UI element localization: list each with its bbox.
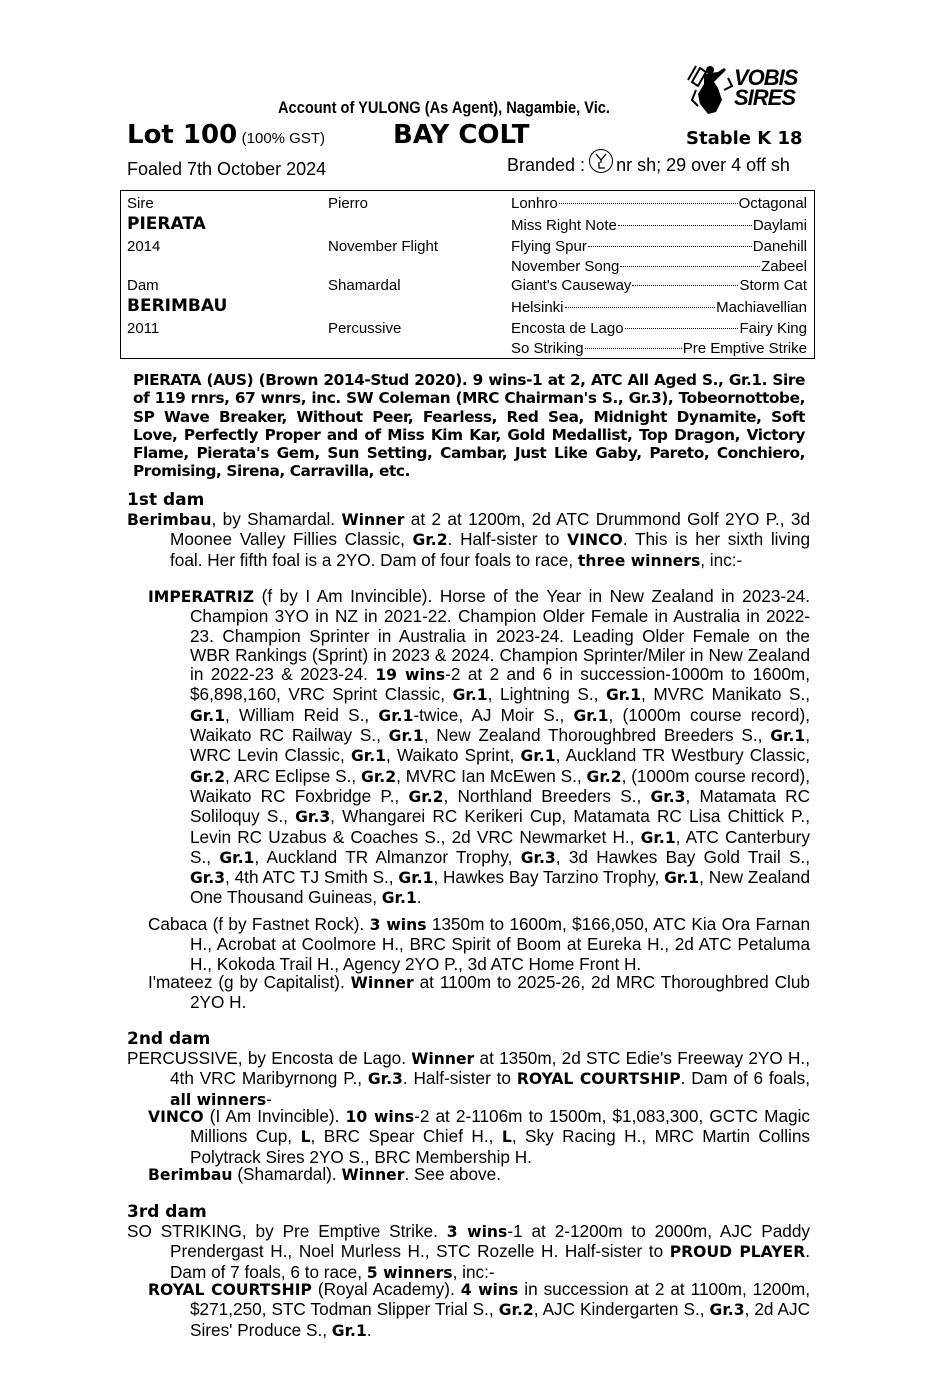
progeny-entry: Cabaca (f by Fastnet Rock). 3 wins 1350m to 1600m, $166,050, ATC Kia Ora Farnan H., Acrobat at Coolmore H., BRC Spirit of Boom at Eureka H., 2d ATC Petaluma H., Kokoda Trail H., Agency 2YO P., 3d ATC Home Front H. bbox=[148, 914, 811, 974]
pedigree-table bbox=[120, 190, 815, 359]
ancestor-sire: Danehill bbox=[752, 238, 807, 255]
section-heading-1st-dam: 1st dam bbox=[127, 490, 205, 510]
ancestor-sire: Octagonal bbox=[738, 195, 807, 212]
ancestor: Giant's Causeway bbox=[511, 277, 632, 294]
ancestor: Miss Right Note bbox=[511, 217, 617, 234]
dam-name: BERIMBAU bbox=[127, 296, 228, 316]
ped-gen3-row bbox=[511, 258, 807, 275]
gst-note: (100% GST) bbox=[241, 130, 325, 147]
dam-year: 2011 bbox=[127, 320, 160, 337]
sire-year: 2014 bbox=[127, 238, 161, 255]
sire-summary: PIERATA (AUS) (Brown 2014-Stud 2020). 9 wins-1 at 2, ATC All Aged S., Gr.1. Sire of 119 rnrs, 67 wnrs, inc. SW Coleman (MRC Chairman's S., Gr.3), Tobeornottobe, SP Wave Breaker, Without Peer, Fearless, Red Sea, Midnight Dynamite, Soft Love, Perfectly Proper and of Miss Kim Kar, Gold Medallist, Top Dragon, Victory Flame, Pierata's Gem, Sun Setting, Cambar, Just Like Gaby, Pareto, Conchiero, Promising, Sirena, Carravilla, etc. bbox=[133, 371, 805, 481]
ancestor: Encosta de Lago bbox=[511, 320, 624, 337]
section-heading-2nd-dam: 2nd dam bbox=[127, 1029, 211, 1049]
ancestor: So Striking bbox=[511, 340, 584, 357]
ancestor: November Song bbox=[511, 258, 620, 275]
ped-gen3-row bbox=[511, 320, 807, 337]
sire-name: PIERATA bbox=[127, 214, 206, 234]
progeny-entry: Berimbau (Shamardal). Winner. See above. bbox=[148, 1164, 501, 1184]
lot-number bbox=[127, 120, 325, 150]
ancestor: Helsinki bbox=[511, 299, 564, 316]
ped-gen3-row bbox=[511, 340, 807, 357]
ancestor-sire: Pre Emptive Strike bbox=[682, 340, 807, 357]
foaled-date: Foaled 7th October 2024 bbox=[127, 159, 327, 179]
ancestor-sire: Fairy King bbox=[739, 320, 807, 337]
ped-gen3-row bbox=[511, 238, 807, 255]
brand-mark-icon bbox=[589, 149, 613, 173]
ancestor-sire: Zabeel bbox=[761, 258, 807, 275]
lot-label: Lot 100 bbox=[127, 120, 238, 150]
ancestor-sire: Storm Cat bbox=[739, 277, 807, 294]
progeny-entry: IMPERATRIZ (f by I Am Invincible). Horse of the Year in New Zealand in 2023-24. Champion 3YO in NZ in 2021-22. Champion Older Female in Australia in 2022-23. Champion Sprinter in Australia in 2023-24. Leading Older Female on the WBR Rankings (Sprint) in 2023 & 2024. Champion Sprinter/Miler in New Zealand in 2022-23 & 2023-24. 19 wins-2 at 2 and 6 in succession-1000m to 1600m, $6,898,160, VRC Sprint Classic, Gr.1, Lightning S., Gr.1, MVRC Manikato S., Gr.1, William Reid S., Gr.1-twice, AJ Moir S., Gr.1, (1000m course record), Waikato RC Railway S., Gr.1, New Zealand Thoroughbred Breeders S., Gr.1, WRC Levin Classic, Gr.1, Waikato Sprint, Gr.1, Auckland TR Westbury Classic, Gr.2, ARC Eclipse S., Gr.2, MVRC Ian McEwen S., Gr.2, (1000m course record), Waikato RC Foxbridge P., Gr.2, Northland Breeders S., Gr.3, Matamata RC Soliloquy S., Gr.3, Whangarei RC Kerikeri Cup, Matamata RC Lisa Chittick P., Levin RC Uzabus & Coaches S., 2d VRC Newmarket H., Gr.1, ATC Canterbury S., Gr.1, Auckland TR Almanzor Trophy, Gr.3, 3d Hawkes Bay Gold Trail S., Gr.3, 4th ATC TJ Smith S., Gr.1, Hawkes Bay Tarzino Trophy, Gr.1, New Zealand One Thousand Guineas, Gr.1. bbox=[148, 586, 811, 908]
progeny-entry: VINCO (I Am Invincible). 10 wins-2 at 2-1106m to 1500m, $1,083,300, GCTC Magic Millions Cup, L, BRC Spear Chief H., L, Sky Racing H., MRC Martin Collins Polytrack Sires 2YO S., BRC Membership H. bbox=[148, 1106, 811, 1167]
sire-sire: Pierro bbox=[328, 195, 369, 212]
ped-gen3-row bbox=[511, 277, 807, 294]
logo-line2: SIRES bbox=[734, 85, 796, 110]
branded-suffix: nr sh; 29 over 4 off sh bbox=[616, 154, 790, 175]
sire-label: Sire bbox=[127, 195, 154, 212]
dam-paragraph: Berimbau, by Shamardal. Winner at 2 at 1200m, 2d ATC Drummond Golf 2YO P., 3d Moonee Valley Fillies Classic, Gr.2. Half-sister to VINCO. This is her sixth living foal. Her fifth foal is a 2YO. Dam of four foals to race, three winners, inc:- bbox=[127, 509, 810, 570]
ancestor-sire: Daylami bbox=[752, 217, 807, 234]
branded-prefix: Branded : bbox=[507, 154, 586, 175]
ped-gen3-row bbox=[511, 299, 807, 316]
ped-gen3-row bbox=[511, 217, 807, 234]
ancestor: Flying Spur bbox=[511, 238, 587, 255]
sex-colour: BAY COLT bbox=[393, 120, 530, 150]
dam-label: Dam bbox=[127, 277, 159, 294]
logo-line1: VOBIS bbox=[734, 65, 798, 90]
ancestor: Lonhro bbox=[511, 195, 558, 212]
dam-dam: Percussive bbox=[328, 320, 402, 337]
progeny-entry: I'mateez (g by Capitalist). Winner at 1100m to 2025-26, 2d MRC Thoroughbred Club 2YO H. bbox=[148, 972, 810, 1013]
brand-info bbox=[507, 151, 790, 179]
progeny-entry: ROYAL COURTSHIP (Royal Academy). 4 wins in succession at 2 at 1100m, 1200m, $271,250, STC Todman Slipper Trial S., Gr.2, AJC Kindergarten S., Gr.3, 2d AJC Sires' Produce S., Gr.1. bbox=[148, 1279, 811, 1340]
vobis-sires-logo bbox=[684, 60, 820, 116]
vendor-account: Account of YULONG (As Agent), Nagambie, Vic. bbox=[278, 98, 610, 117]
section-heading-3rd-dam: 3rd dam bbox=[127, 1202, 207, 1222]
dam-sire: Shamardal bbox=[328, 277, 401, 294]
dam-paragraph: PERCUSSIVE, by Encosta de Lago. Winner at 1350m, 2d STC Edie's Freeway 2YO H., 4th VRC Maribyrnong P., Gr.3. Half-sister to ROYAL COURTSHIP. Dam of 6 foals, all winners- bbox=[127, 1048, 810, 1109]
ancestor-sire: Machiavellian bbox=[716, 299, 807, 316]
sire-dam: November Flight bbox=[328, 238, 439, 255]
dam-paragraph: SO STRIKING, by Pre Emptive Strike. 3 wins-1 at 2-1200m to 2000m, AJC Paddy Prendergast H., Noel Murless H., STC Rozelle H. Half-sister to PROUD PLAYER. Dam of 7 foals, 6 to race, 5 winners, inc:- bbox=[127, 1221, 810, 1282]
horse-rider-logo-icon bbox=[684, 60, 734, 116]
stable-location: Stable K 18 bbox=[686, 128, 803, 149]
ped-gen3-row bbox=[511, 195, 807, 212]
